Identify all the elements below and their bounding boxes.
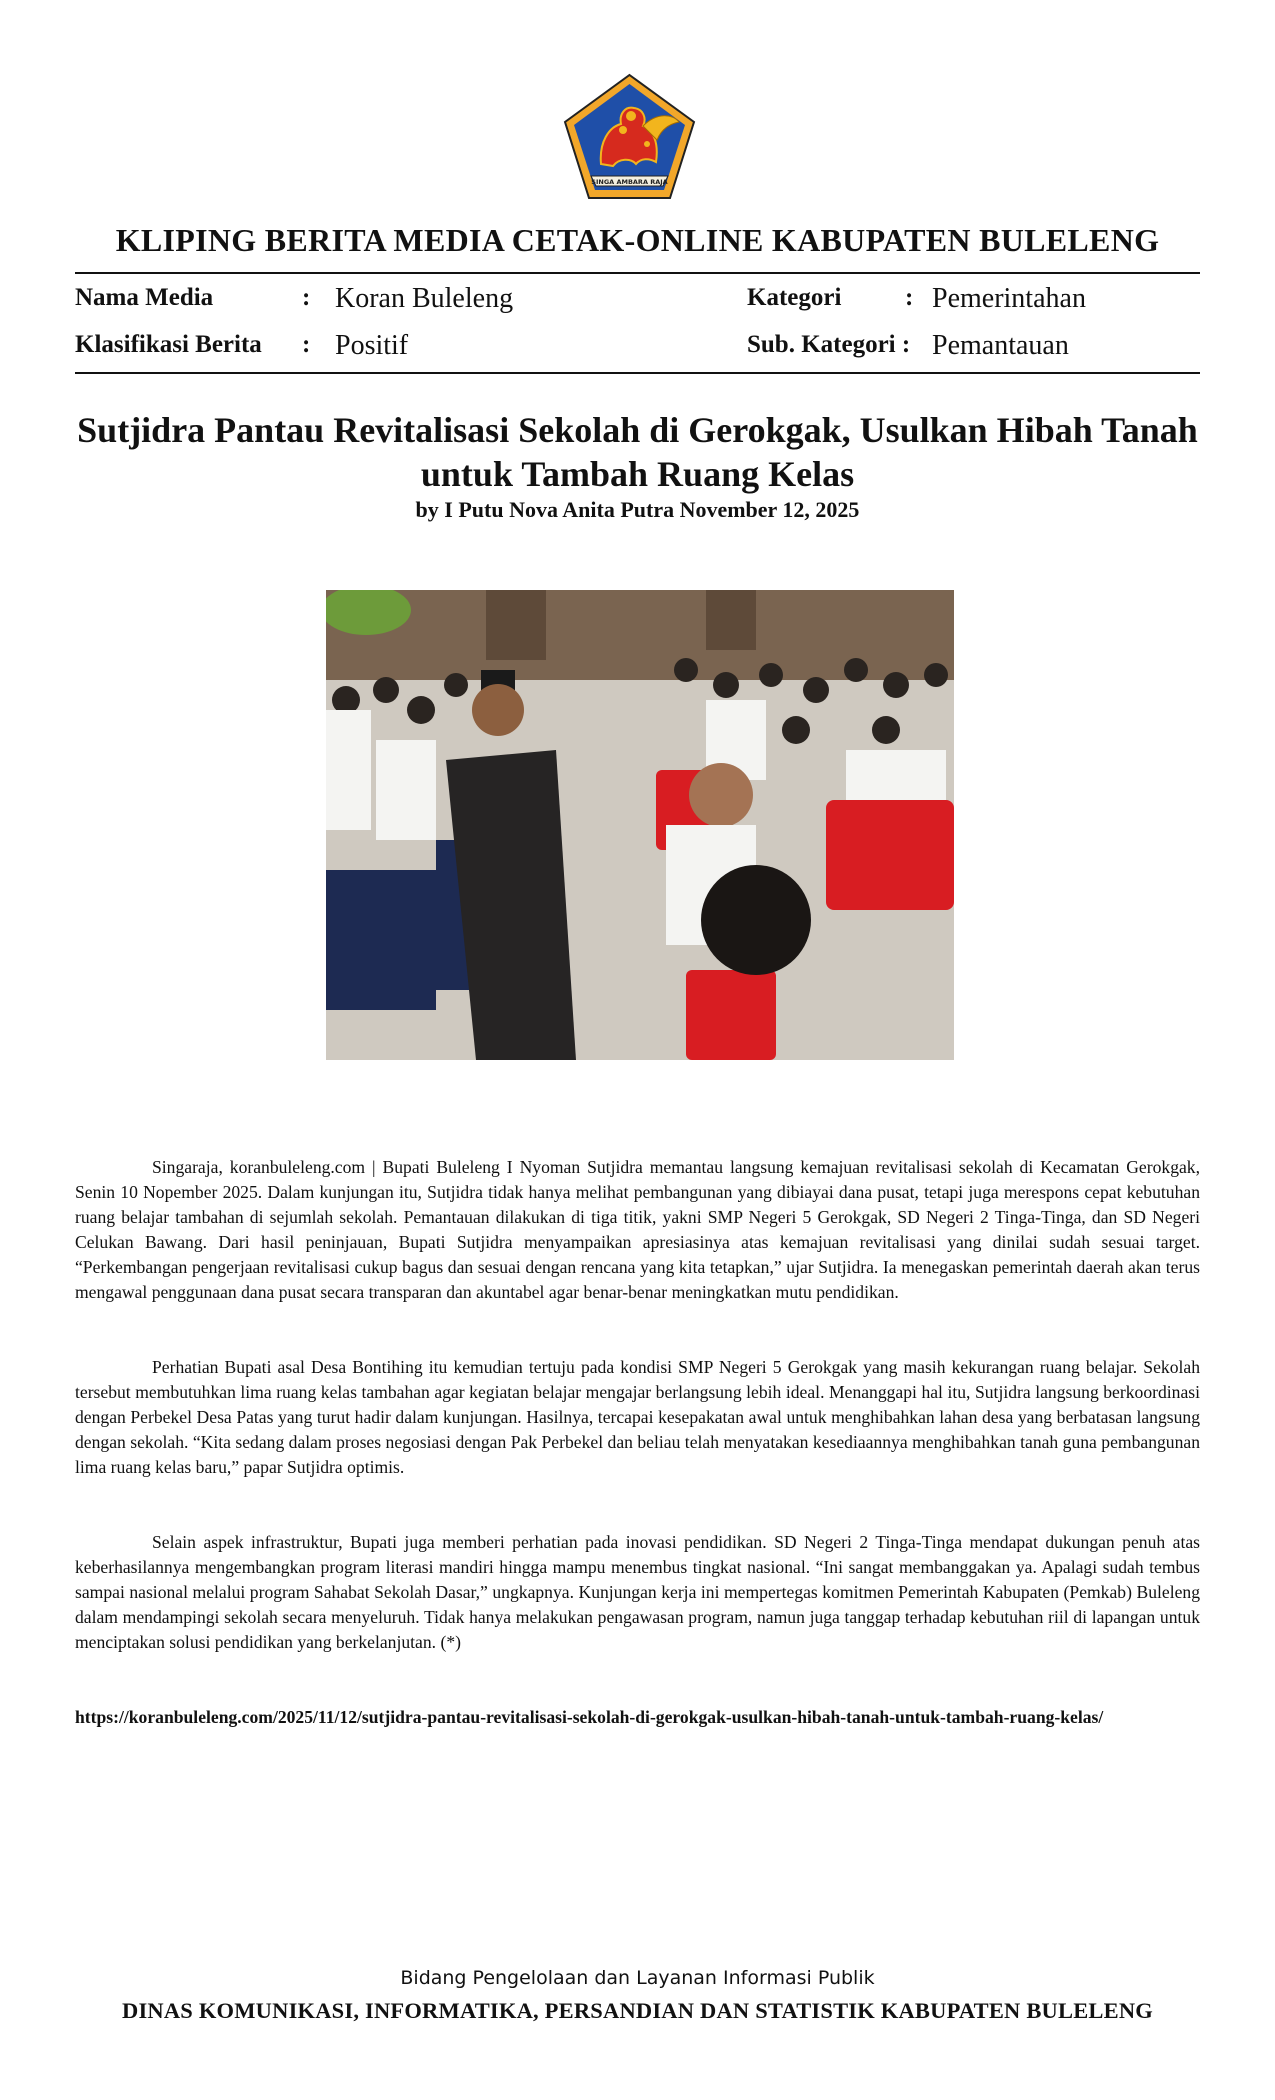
header-bottom-divider [75,372,1200,374]
news-classification-value: Positif [335,330,409,361]
article-paragraph-2: Perhatian Bupati asal Desa Bontihing itu kemudian tertuju pada kondisi SMP Negeri 5 Gerokgak yang masih kekurangan ruang belajar. Sekolah tersebut membutuhkan lima ruang kelas tambahan agar kegiatan belajar mengajar berlangsung lebih ideal. Menanggapi hal itu, Sutjidra langsung berkoordinasi dengan Perbekel Desa Patas yang turut hadir dalam kunjungan. Hasilnya, tercapai kesepakatan awal untuk menghibahkan lahan desa yang berbatasan langsung dengan sekolah. “Kita sedang dalam proses negosiasi dengan Pak Perbekel dan beliau telah menyatakan kesediaannya menghibahkan tanah guna pembangunan lima ruang kelas baru,” papar Sutjidra optimis. [75,1357,1200,1477]
subcategory-label: Sub. Kategori : [747,331,911,358]
news-classification-label: Klasifikasi Berita [75,331,262,358]
subcategory-value: Pemantauan [932,330,1069,361]
news-classification-colon: : [302,331,311,358]
article-paragraph-1: Singaraja, koranbuleleng.com | Bupati Buleleng I Nyoman Sutjidra memantau langsung kemajuan revitalisasi sekolah di Kecamatan Gerokgak, Senin 10 Nopember 2025. Dalam kunjungan itu, Sutjidra tidak hanya melihat pembangunan yang dibiayai dana pusat, tetapi juga merespons cepat kebutuhan ruang belajar tambahan di sejumlah sekolah. Pemantauan dilakukan di tiga titik, yakni SMP Negeri 5 Gerokgak, SD Negeri 2 Tinga-Tinga, dan SD Negeri Celukan Bawang. Dari hasil peninjauan, Bupati Sutjidra menyampaikan apresiasinya atas kemajuan revitalisasi yang dinilai sudah sesuai target. “Perkembangan pengerjaan revitalisasi cukup bagus dan sesuai dengan rencana yang kita tetapkan,” ujar Sutjidra. Ia menegaskan pemerintah daerah akan terus mengawal penggunaan dana pusat secara transparan dan akuntabel agar benar-benar meningkatkan mutu pendidikan. [75,1157,1200,1302]
category-value: Pemerintahan [932,283,1086,314]
article-headline: Sutjidra Pantau Revitalisasi Sekolah di Gerokgak, Usulkan Hibah Tanah untuk Tambah Ruang Kelas [77,410,1198,494]
media-name-value: Koran Buleleng [335,283,514,314]
buleleng-crest-logo [561,72,698,202]
category-label: Kategori [747,284,842,311]
footer-agency: DINAS KOMUNIKASI, INFORMATIKA, PERSANDIAN DAN STATISTIK KABUPATEN BULELENG [122,1998,1153,2023]
category-colon: : [905,284,914,311]
article-paragraph-3: Selain aspek infrastruktur, Bupati juga memberi perhatian pada inovasi pendidikan. SD Negeri 2 Tinga-Tinga mendapat dukungan penuh atas keberhasilannya mengembangkan program literasi mandiri hingga mampu menembus tingkat nasional. “Ini sangat membanggakan ya. Apalagi sudah tembus sampai nasional melalui program Sahabat Sekolah Dasar,” ungkapnya. Kunjungan kerja ini mempertegas komitmen Pemerintah Kabupaten (Pemkab) Buleleng dalam mendampingi sekolah secara menyeluruh. Tidak hanya melakukan pengawasan program, namun juga tanggap terhadap kebutuhan riil di lapangan untuk menciptakan solusi pendidikan yang berkelanjutan. (*) [75,1532,1200,1652]
article-byline: by I Putu Nova Anita Putra November 12, 2025 [415,497,860,522]
header-top-divider [75,272,1200,274]
media-name-colon: : [302,284,311,311]
crest-motto: SINGA AMBARA RAJA [591,178,668,186]
footer-department: Bidang Pengelolaan dan Layanan Informasi Publik [400,1967,875,1989]
media-name-label: Nama Media [75,284,214,311]
clipping-title: KLIPING BERITA MEDIA CETAK-ONLINE KABUPATEN BULELENG [115,222,1160,258]
article-photo [326,590,954,1060]
source-url-link[interactable]: https://koranbuleleng.com/2025/11/12/sutjidra-pantau-revitalisasi-sekolah-di-gerokgak-usulkan-hibah-tanah-untuk-tambah-ruang-kelas/ [75,1707,1104,1727]
